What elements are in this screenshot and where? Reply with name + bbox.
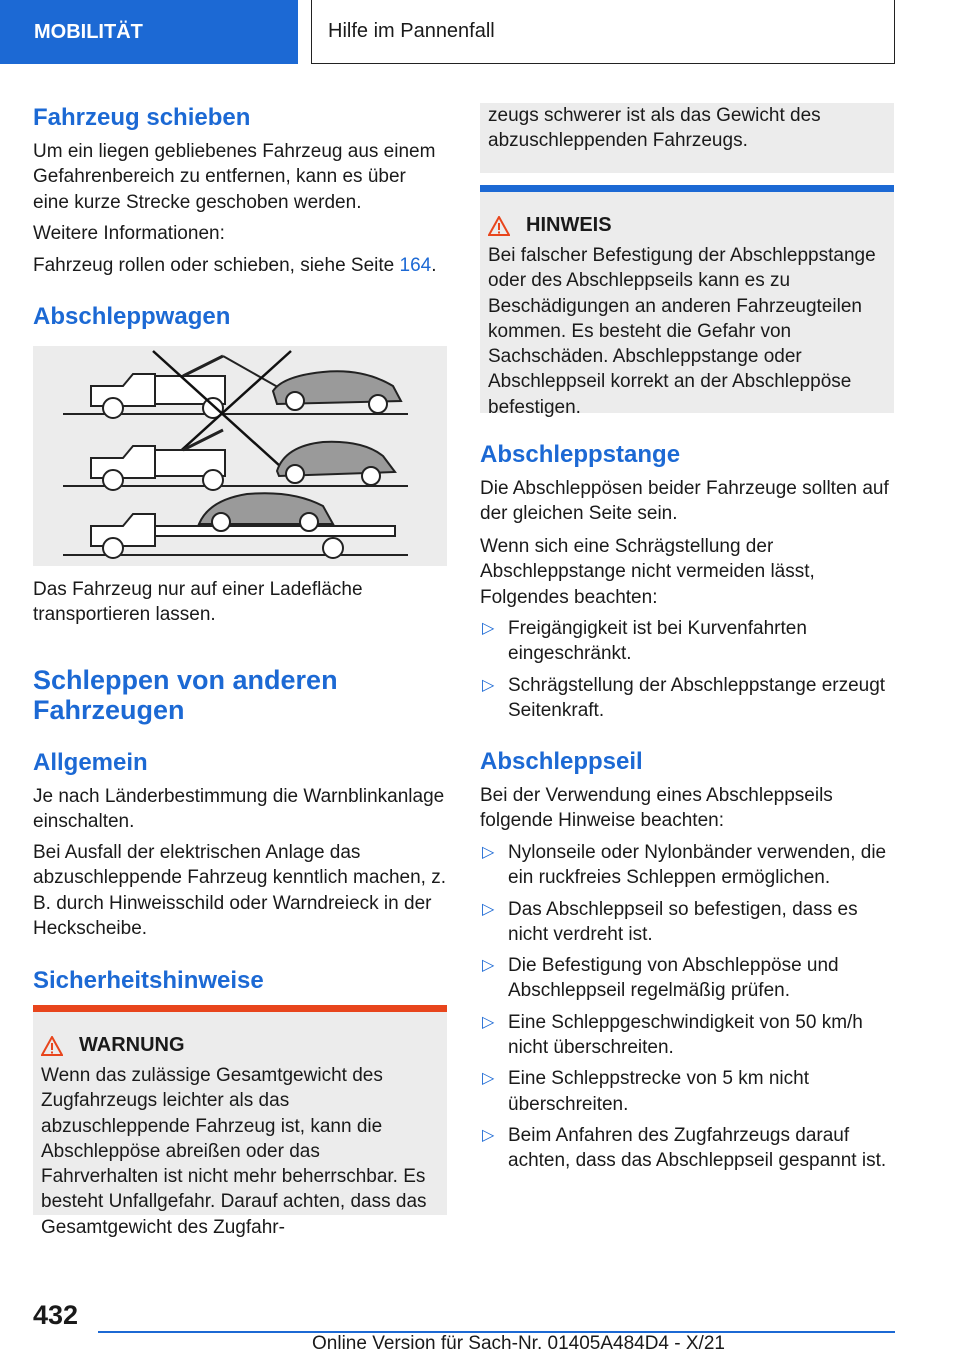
list-item: ▷ Nylonseile oder Nylonbänder verwenden, die ein ruckfreies Schleppen ermöglichen. xyxy=(482,842,887,889)
paragraph-schieben: Um ein liegen gebliebenes Fahrzeug aus einem Gefahrenbereich zu entfernen, kann es über eine kurze Strecke geschoben werden. xyxy=(33,141,436,213)
triangle-bullet-icon: ▷ xyxy=(482,1126,495,1144)
warning-box-continued xyxy=(480,103,894,173)
heading-schleppen: Schleppen von anderen Fahrzeugen xyxy=(33,665,338,725)
heading-allgemein: Allgemein xyxy=(33,749,148,776)
row2-towing-rear-lifted xyxy=(91,430,395,490)
notice-bar xyxy=(480,185,894,192)
list-item: ▷ Beim Anfahren des Zugfahrzeugs darauf achten, dass das Abschleppseil gespannt ist. xyxy=(482,1124,887,1172)
heading-abschleppstange: Abschleppstange xyxy=(480,441,681,468)
list-item: ▷ Schrägstellung der Abschleppstange erzeugt Seitenkraft. xyxy=(482,674,886,721)
notice-box xyxy=(480,185,894,418)
figure-caption: Das Fahrzeug nur auf einer Ladefläche transportieren lassen. xyxy=(33,579,363,626)
heading-abschleppwagen: Abschleppwagen xyxy=(33,303,231,330)
tow-truck-illustration xyxy=(33,346,447,566)
warning-box xyxy=(33,1005,447,1238)
triangle-bullet-icon: ▷ xyxy=(482,900,495,918)
heading-fahrzeug-schieben: Fahrzeug schieben xyxy=(33,104,251,131)
triangle-bullet-icon: ▷ xyxy=(482,1013,495,1031)
paragraph-allgemein-1: Je nach Länderbestimmung die Warnblinkanlage einschalten. xyxy=(33,786,445,833)
row3-flatbed-transport xyxy=(91,493,395,558)
heading-abschleppseil: Abschleppseil xyxy=(480,748,643,775)
paragraph-rollen xyxy=(33,253,447,278)
triangle-bullet-icon: ▷ xyxy=(482,1070,495,1088)
section-tab xyxy=(0,0,298,64)
page-number: 432 xyxy=(33,1300,79,1330)
paragraph-seil: Bei der Verwendung eines Abschleppseils folgende Hinweise beachten: xyxy=(480,785,833,832)
notice-text: Bei falscher Befestigung der Abschleppstange oder des Abschleppseils kann es zu Beschädigungen an anderen Fahrzeugteilen kommen. Es besteht die Gefahr von Sachschäden. Abschleppstange oder Abschleppseil korrekt an der Abschleppöse befestigen. xyxy=(488,245,876,418)
triangle-bullet-icon: ▷ xyxy=(482,844,495,861)
notice-triangle-icon xyxy=(488,216,510,236)
paragraph-stange-2: Wenn sich eine Schrägstellung der Abschleppstange nicht vermeiden lässt, Folgendes beachten: xyxy=(480,536,815,608)
section-label: MOBILITÄT xyxy=(34,20,143,43)
warning-text: Wenn das zulässige Gesamtgewicht des Zugfahrzeugs leichter als das abzuschleppende Fahrzeug ist, kann die Abschleppöse abreißen oder das Fahrverhalten ist nicht mehr beherrschbar. Es besteht Unfallgefahr. Darauf achten, dass das Gesamtgewicht des Zugfahr- xyxy=(41,1065,427,1238)
warning-header xyxy=(41,1034,439,1057)
heading-sicherheitshinweise: Sicherheitshinweise xyxy=(33,967,264,994)
page-link-164[interactable]: 164 xyxy=(399,255,432,276)
tow-truck-drawing xyxy=(33,346,447,566)
rollen-text: Fahrzeug rollen oder schieben, siehe Seite xyxy=(33,255,395,276)
chapter-title: Hilfe im Pannenfall xyxy=(328,20,495,42)
warning-title: WARNUNG xyxy=(79,1034,185,1056)
notice-title: HINWEIS xyxy=(526,214,612,236)
paragraph-info: Weitere Informationen: xyxy=(33,223,225,244)
warning-bar xyxy=(33,1005,447,1012)
list-item: ▷ Eine Schleppgeschwindigkeit von 50 km/h nicht überschreiten. xyxy=(482,1011,863,1059)
list-item: ▷ Die Befestigung von Abschleppöse und Abschleppseil regelmäßig prüfen. xyxy=(482,955,839,1002)
notice-header xyxy=(488,214,886,237)
paragraph-allgemein-2: Bei Ausfall der elektrischen Anlage das abzuschleppende Fahrzeug kenntlich machen, z. B. durch Hinweisschild oder Warndreieck in der Heckscheibe. xyxy=(33,842,446,939)
triangle-bullet-icon: ▷ xyxy=(482,620,495,637)
chapter-title-tab xyxy=(311,0,895,64)
warning-triangle-icon xyxy=(41,1036,63,1056)
list-item: ▷ Freigängigkeit ist bei Kurvenfahrten eingeschränkt. xyxy=(482,618,807,665)
seil-bullet-list xyxy=(480,840,894,1180)
rollen-end: . xyxy=(431,255,437,276)
warning-text-continued: zeugs schwerer ist als das Gewicht des abzuschleppenden Fahrzeugs. xyxy=(488,105,821,152)
triangle-bullet-icon: ▷ xyxy=(482,676,495,694)
paragraph-stange-1: Die Abschleppösen beider Fahrzeuge sollten auf der gleichen Seite sein. xyxy=(480,478,889,525)
list-item: ▷ Das Abschleppseil so befestigen, dass es nicht verdreht ist. xyxy=(482,898,858,945)
list-item: ▷ Eine Schleppstrecke von 5 km nicht überschreiten. xyxy=(482,1068,809,1115)
triangle-bullet-icon: ▷ xyxy=(482,957,495,975)
stange-bullet-list xyxy=(480,616,894,729)
footer-text: Online Version für Sach-Nr. 01405A484D4 - X/21 xyxy=(312,1333,725,1354)
